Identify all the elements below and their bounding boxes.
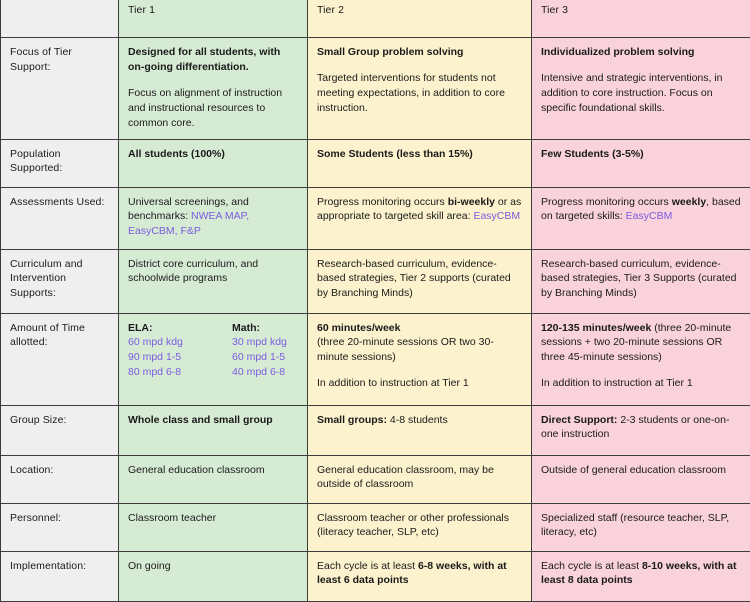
cell-implementation-tier-3 — [532, 551, 750, 601]
time-tier1-math-column — [232, 321, 310, 381]
assessments-tier2-text — [317, 195, 522, 225]
group-size-tier3-label: Direct Support: — [541, 414, 617, 426]
cell-time-tier-3 — [532, 313, 750, 405]
cell-personnel-tier-3 — [532, 503, 750, 551]
table-row-focus-of-tier-support — [1, 38, 750, 140]
group-size-tier3-value — [541, 413, 741, 443]
cell-location-tier-1 — [119, 455, 308, 503]
implementation-tier2-value — [317, 559, 522, 589]
row-label-curriculum-and-intervention-supports: Curriculum and Intervention Supports: — [1, 249, 119, 313]
time-tier1-ela-line-0[interactable]: 60 mpd kdg — [128, 335, 206, 350]
cell-population-tier-2 — [308, 139, 532, 187]
location-tier2-value: General education classroom, may be outside of classroom — [317, 463, 522, 493]
curriculum-tier2-value: Research-based curriculum, evidence-based strategies, Tier 2 supports (curated by Branching Minds) — [317, 257, 522, 302]
implementation-tier3-lead: Each cycle is at least — [541, 560, 642, 572]
cell-population-tier-1 — [119, 139, 308, 187]
time-tier1-math-line-0[interactable]: 30 mpd kdg — [232, 335, 310, 350]
time-tier1-ela-line-1[interactable]: 90 mpd 1-5 — [128, 350, 206, 365]
assessments-tier1-text — [128, 195, 298, 240]
implementation-tier2-lead: Each cycle is at least — [317, 560, 418, 572]
focus-tier2-detail: Targeted interventions for students not meeting expectations, in addition to core instruction. — [317, 71, 522, 116]
cell-curriculum-tier-1 — [119, 249, 308, 313]
assessments-tier1-link[interactable]: NWEA MAP, EasyCBM, F&P — [128, 210, 249, 237]
assessments-tier2-lead: Progress monitoring occurs — [317, 196, 448, 208]
table-row-group-size — [1, 405, 750, 455]
implementation-tier3-duration: 8-10 weeks, with at least 8 data points — [541, 560, 737, 587]
cell-focus-tier-3 — [532, 38, 750, 140]
table-header-row — [1, 0, 750, 38]
implementation-tier3-value — [541, 559, 741, 589]
focus-tier3-detail: Intensive and strategic interventions, in addition to core instruction. Focus on specific foundational skills. — [541, 71, 741, 116]
curriculum-tier3-value: Research-based curriculum, evidence-based strategies, Tier 3 Supports (curated by Branching Minds) — [541, 257, 741, 302]
assessments-tier3-frequency: weekly — [672, 196, 706, 208]
column-header-tier-3: Tier 3 — [532, 0, 750, 38]
row-label-location: Location: — [1, 455, 119, 503]
cell-population-tier-3 — [532, 139, 750, 187]
group-size-tier1-value: Whole class and small group — [128, 413, 298, 428]
population-tier3-value: Few Students (3-5%) — [541, 147, 741, 162]
time-tier1-ela-line-2[interactable]: 80 mpd 6-8 — [128, 365, 206, 380]
header-blank-cell — [1, 0, 119, 38]
focus-tier2-headline: Small Group problem solving — [317, 45, 522, 60]
cell-assessments-tier-2 — [308, 187, 532, 249]
cell-group-size-tier-1 — [119, 405, 308, 455]
assessments-tier3-link[interactable]: EasyCBM — [626, 210, 673, 222]
table-row-amount-of-time-allotted — [1, 313, 750, 405]
cell-location-tier-3 — [532, 455, 750, 503]
time-tier3-primary — [541, 321, 741, 366]
group-size-tier2-detail: 4-8 students — [387, 414, 448, 426]
group-size-tier2-label: Small groups: — [317, 414, 387, 426]
time-tier1-math-line-2[interactable]: 40 mpd 6-8 — [232, 365, 310, 380]
population-tier1-value: All students (100%) — [128, 147, 298, 162]
personnel-tier3-value: Specialized staff (resource teacher, SLP, literacy, etc) — [541, 511, 741, 541]
cell-time-tier-2 — [308, 313, 532, 405]
time-tier1-subject-columns — [128, 321, 298, 381]
cell-implementation-tier-1 — [119, 551, 308, 601]
time-tier2-detail: (three 20-minute sessions OR two 30-minute sessions) — [317, 336, 494, 363]
time-tier2-primary — [317, 321, 522, 366]
row-label-assessments-used: Assessments Used: — [1, 187, 119, 249]
time-tier3-amount: 120-135 minutes/week — [541, 322, 651, 334]
personnel-tier2-value: Classroom teacher or other professionals (literacy teacher, SLP, etc) — [317, 511, 522, 541]
cell-focus-tier-1 — [119, 38, 308, 140]
table-row-population-supported — [1, 139, 750, 187]
cell-curriculum-tier-2 — [308, 249, 532, 313]
assessments-tier3-tail: , based on targeted skills: — [541, 196, 741, 223]
implementation-tier2-duration: 6-8 weeks, with at least 6 data points — [317, 560, 507, 587]
table-row-personnel — [1, 503, 750, 551]
group-size-tier3-detail: 2-3 students or one-on-one instruction — [541, 414, 730, 441]
table-row-location — [1, 455, 750, 503]
row-label-group-size: Group Size: — [1, 405, 119, 455]
population-tier2-value: Some Students (less than 15%) — [317, 147, 522, 162]
time-tier3-note: In addition to instruction at Tier 1 — [541, 376, 741, 391]
cell-personnel-tier-2 — [308, 503, 532, 551]
implementation-tier1-value: On going — [128, 559, 298, 574]
focus-tier3-headline: Individualized problem solving — [541, 45, 741, 60]
time-tier3-detail: (three 20-minute sessions + two 20-minute sessions OR three 45-minute sessions) — [541, 322, 731, 364]
time-tier1-ela-column — [128, 321, 206, 381]
cell-time-tier-1 — [119, 313, 308, 405]
column-header-tier-2: Tier 2 — [308, 0, 532, 38]
curriculum-tier1-value: District core curriculum, and schoolwide programs — [128, 257, 298, 287]
assessments-tier3-lead: Progress monitoring occurs — [541, 196, 672, 208]
cell-group-size-tier-3 — [532, 405, 750, 455]
row-label-focus-of-tier-support: Focus of Tier Support: — [1, 38, 119, 140]
assessments-tier3-text — [541, 195, 741, 225]
cell-focus-tier-2 — [308, 38, 532, 140]
time-tier2-note: In addition to instruction at Tier 1 — [317, 376, 522, 391]
focus-tier1-detail: Focus on alignment of instruction and instructional resources to common core. — [128, 86, 298, 131]
assessments-tier2-frequency: bi-weekly — [448, 196, 495, 208]
cell-group-size-tier-2 — [308, 405, 532, 455]
cell-assessments-tier-1 — [119, 187, 308, 249]
row-label-personnel: Personnel: — [1, 503, 119, 551]
group-size-tier2-value — [317, 413, 522, 428]
time-tier1-math-line-1[interactable]: 60 mpd 1-5 — [232, 350, 310, 365]
row-label-amount-of-time-allotted: Amount of Time allotted: — [1, 313, 119, 405]
cell-location-tier-2 — [308, 455, 532, 503]
focus-tier1-headline: Designed for all students, with on-going differentiation. — [128, 45, 298, 75]
assessments-tier2-link[interactable]: EasyCBM — [473, 210, 520, 222]
location-tier1-value: General education classroom — [128, 463, 298, 478]
time-tier1-ela-heading: ELA: — [128, 321, 206, 336]
table-row-implementation — [1, 551, 750, 601]
row-label-implementation: Implementation: — [1, 551, 119, 601]
table-row-assessments-used — [1, 187, 750, 249]
table-row-curriculum-and-intervention-supports — [1, 249, 750, 313]
cell-curriculum-tier-3 — [532, 249, 750, 313]
cell-implementation-tier-2 — [308, 551, 532, 601]
column-header-tier-1: Tier 1 — [119, 0, 308, 38]
assessments-tier1-lead: Universal screenings, and benchmarks: — [128, 196, 249, 223]
location-tier3-value: Outside of general education classroom — [541, 463, 741, 478]
time-tier2-amount: 60 minutes/week — [317, 322, 400, 334]
row-label-population-supported: Population Supported: — [1, 139, 119, 187]
time-tier1-math-heading: Math: — [232, 321, 310, 336]
cell-personnel-tier-1 — [119, 503, 308, 551]
personnel-tier1-value: Classroom teacher — [128, 511, 298, 526]
assessments-tier2-tail: or as appropriate to targeted skill area: — [317, 196, 521, 223]
cell-assessments-tier-3 — [532, 187, 750, 249]
